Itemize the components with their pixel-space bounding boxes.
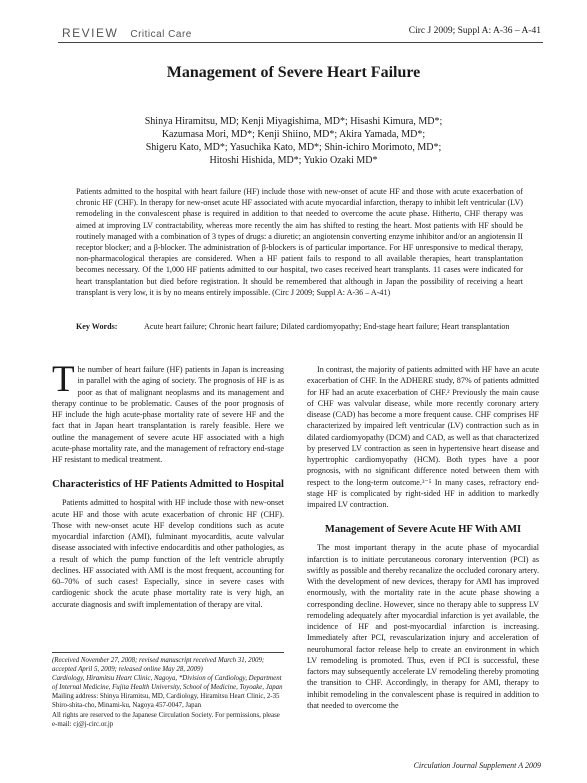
running-header-section: [62, 26, 192, 40]
subsection-label: Critical Care: [130, 29, 192, 40]
keywords-label: Key Words:: [76, 322, 118, 331]
affiliation: Cardiology, Hiramitsu Heart Clinic, Nagoya, *Division of Cardiology, Department of Internal Medicine, Fujita Health University, School of Medicine, Toyoake, Japan: [52, 675, 283, 692]
article-title: Management of Severe Heart Failure: [166, 64, 421, 81]
right-column: [307, 364, 539, 711]
section-heading: Characteristics of HF Patients Admitted to Hospital: [52, 479, 284, 491]
drop-cap: T: [52, 359, 75, 400]
body-paragraph: In contrast, the majority of patients admitted with HF have an acute exacerbation of CHF. In the ADHERE study, 87% of patients admitted for HF had an acute exacerbation of CHF.² Previously the main cause of CHF was valvular disease, while more recently coronary artery disease (CAD) has become a more frequent cause. CHF comprises HF characterized by impaired left ventricular (LV) contraction such as in dilated cardiomyopathy (DCM) and CAD, as well as that characterized by preserved LV contraction as seen in hypertensive heart disease and hypertrophic cardiomyopathy (HCM). Both types have a poor prognosis, with no significant difference noted between them with respect to the long-term outcome.³⁻⁵ In many cases, refractory end-stage HF is complicated by right-sided HF in addition to markedly impaired LV contraction.: [307, 365, 539, 509]
keywords-text: Acute heart failure; Chronic heart failure; Dilated cardiomyopathy; End-stage heart failure; Heart transplantation: [144, 322, 510, 331]
intro-text: he number of heart failure (HF) patients in Japan is increasing in parallel with the aging of society. The prognosis of HF is as poor as that of malignant neoplasms and its management and therapy continue to be problematic. Causes of the poor prognosis of HF include the high acute-phase mortality rate of severe HF and the fact that in Japan heart transplantation is rarely feasible. Here we outline the management of severe acute HF associated with a high acute-phase mortality rate, and the management of refractory end-stage HF resistant to medical treatment.: [52, 365, 284, 464]
intro-paragraph: [52, 359, 284, 465]
section-heading: Management of Severe Acute HF With AMI: [324, 524, 522, 536]
body-paragraph: The most important therapy in the acute phase of myocardial infarction is to initiate percutaneous coronary intervention (PCI) as swiftly as possible and thereby recanalize the occluded coronary artery. With the development of new devices, therapy for AMI has improved enormously, with the mortality rate in the acute phase showing a corresponding decline. However, since no therapy able to suppress LV remodeling adequately after myocardial infarction is yet available, the incidence of HF and post-myocardial infarction is increasing. Immediately after PCI, revascularization injury and acceleration of neurohumoral factor release help to create an environment in which LV remodeling is promoted. Thus, even if PCI is successful, these factors may subsequently accelerate LV remodeling thereby promoting the transition to CHF. Accordingly, in therapy for AMI, therapy to inhibit remodeling in the convalescent phase is required in addition to that needed to overcome the: [307, 543, 539, 710]
keywords: [76, 321, 523, 332]
author-line: Shinya Hiramitsu, MD; Kenji Miyagishima, MD*; Hisashi Kimura, MD*;: [144, 116, 443, 127]
header-rule: [58, 42, 543, 43]
mailing-address: Mailing address: Shinya Hiramitsu, MD, Cardiology, Hiramitsu Heart Clinic, 2-35 Shiro-shita-cho, Minami-ku, Nagoya 457-0047, Japan: [52, 693, 280, 710]
journal-citation: Circ J 2009; Suppl A: A-36 – A-41: [408, 26, 541, 36]
author-line: Kazumasa Mori, MD*; Kenji Shiino, MD*; Akira Yamada, MD*;: [161, 129, 426, 140]
abstract: Patients admitted to the hospital with heart failure (HF) include those with new-onset of acute HF and those with acute exacerbation of chronic HF (CHF). In therapy for new-onset acute HF associated with acute myocardial infarction, therapy to inhibit left ventricular (LV) remodeling in the convalescent phase is required in addition to that needed to overcome the acute phase. Hitherto, CHF therapy was aimed at improving LV contractability, whereas more recently the aim has shifted to resting the heart. Most patients with HF should be routinely managed with a combination of 3 types of drugs: a diuretic; an angiotensin converting enzyme inhibitor and/or an angiotensin II receptor blocker; and a β-blocker. The administration of β-blockers is of particular importance. For HF unresponsive to medical therapy, non-pharmacological therapies are considered. When a HF patient fails to respond to all available therapies, heart transplantation becomes necessary. Of the 1,000 HF patients admitted to our hospital, two cases received heart transplants. 11 cases were indicated for heart transplantation but died before registration. It should be remembered that although in Japan the possibility of receiving a heart transplant is very low, it is by no means entirely impossible. (Circ J 2009; Suppl A: A-36 – A-41): [76, 187, 523, 297]
received-dates: (Received November 27, 2008; revised manuscript received March 31, 2009; accepted April 5, 2009; released online May 28, 2009): [52, 657, 265, 674]
rights-notice: All rights are reserved to the Japanese Circulation Society. For permissions, please e-mail: cj@j-circ.or.jp: [52, 711, 280, 728]
body-paragraph: Patients admitted to hospital with HF include those with new-onset acute HF and those with acute exacerbation of chronic HF (CHF). Those with new-onset acute HF develop conditions such as acute myocardial infarction (AMI), fulminant myocarditis, acute valvular disease associated with infective endocarditis and other pathologies, as a result of which the pump function of the left ventricle abruptly declines. HF associated with AMI is the most frequent, accounting for 60–70% of such cases! Especially, since in severe cases with cardiogenic shock the acute phase mortality rate is very high, an accurate diagnosis and swift implementation of therapy are vital.: [52, 498, 284, 609]
footnote: [52, 652, 284, 729]
left-column: [52, 359, 284, 610]
page-footer: Circulation Journal Supplement A 2009: [413, 761, 541, 770]
author-line: Shigeru Kato, MD*; Yasuchika Kato, MD*; Shin-ichiro Morimoto, MD*;: [145, 142, 442, 153]
section-label: REVIEW: [62, 26, 119, 40]
author-line: Hitoshi Hishida, MD*; Yukio Ozaki MD*: [209, 155, 378, 166]
author-list: [90, 115, 497, 167]
